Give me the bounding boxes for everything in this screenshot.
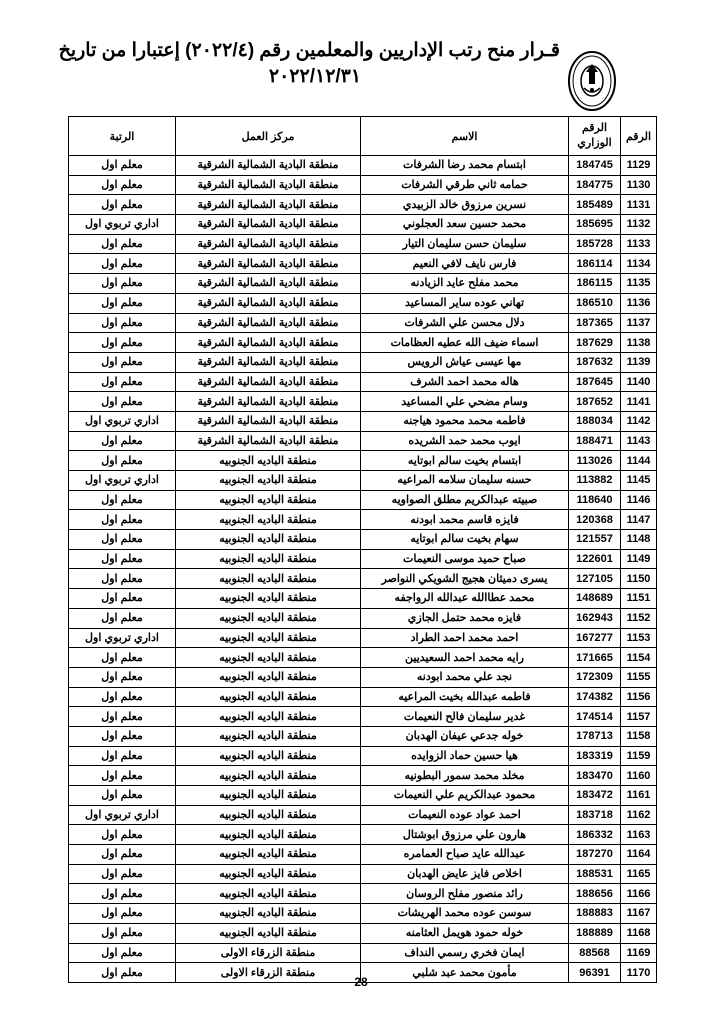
cell-name: محمد عطاالله عبدالله الرواجفه [361, 589, 569, 609]
cell-serial-number: 1142 [621, 411, 657, 431]
cell-serial-number: 1161 [621, 786, 657, 806]
cell-serial-number: 1129 [621, 156, 657, 176]
cell-ministry-number: 174514 [569, 707, 621, 727]
cell-name: سوسن عوده محمد الهريشات [361, 904, 569, 924]
cell-ministry-number: 185489 [569, 195, 621, 215]
cell-ministry-number: 185695 [569, 215, 621, 235]
table-row [69, 648, 657, 668]
table-row [69, 451, 657, 471]
cell-rank: معلم اول [69, 510, 176, 530]
cell-serial-number: 1147 [621, 510, 657, 530]
cell-rank: معلم اول [69, 687, 176, 707]
cell-rank: اداري تربوي اول [69, 471, 176, 491]
cell-serial-number: 1158 [621, 726, 657, 746]
page-number: 28 [354, 975, 368, 989]
cell-ministry-number: 184745 [569, 156, 621, 176]
cell-work-center: منطقة البادية الشمالية الشرقية [176, 175, 361, 195]
cell-work-center: منطقة الباديه الجنوبيه [176, 608, 361, 628]
cell-name: تهاني عوده ساير المساعيد [361, 293, 569, 313]
table-row [69, 884, 657, 904]
cell-name: اسماء ضيف الله عطيه العظامات [361, 333, 569, 353]
table-row [69, 510, 657, 530]
cell-serial-number: 1134 [621, 254, 657, 274]
cell-rank: معلم اول [69, 963, 176, 983]
cell-name: احمد محمد احمد الطراد [361, 628, 569, 648]
cell-rank: معلم اول [69, 569, 176, 589]
cell-name: مها عيسى عياش الرويس [361, 352, 569, 372]
table-row [69, 667, 657, 687]
title-line-1: قـرار منح رتب الإداريين والمعلمين رقم (٢٠٢٢/٤) إعتبارا من تاريخ [58, 40, 560, 61]
cell-work-center: منطقة الباديه الجنوبيه [176, 569, 361, 589]
cell-rank: معلم اول [69, 864, 176, 884]
table-row [69, 707, 657, 727]
table-row [69, 293, 657, 313]
cell-rank: معلم اول [69, 825, 176, 845]
cell-work-center: منطقة البادية الشمالية الشرقية [176, 293, 361, 313]
cell-rank: معلم اول [69, 549, 176, 569]
cell-name: نجد علي محمد ابودنه [361, 667, 569, 687]
cell-serial-number: 1167 [621, 904, 657, 924]
cell-serial-number: 1140 [621, 372, 657, 392]
table-row [69, 372, 657, 392]
cell-name: رائد منصور مفلح الروسان [361, 884, 569, 904]
cell-work-center: منطقة الباديه الجنوبيه [176, 864, 361, 884]
cell-name: ايمان فخري رسمي النداف [361, 943, 569, 963]
table-row [69, 431, 657, 451]
cell-serial-number: 1136 [621, 293, 657, 313]
cell-work-center: منطقة الباديه الجنوبيه [176, 923, 361, 943]
cell-work-center: منطقة الباديه الجنوبيه [176, 805, 361, 825]
cell-name: هيا حسين حماد الزوايده [361, 746, 569, 766]
cell-rank: معلم اول [69, 293, 176, 313]
cell-serial-number: 1164 [621, 845, 657, 865]
cell-serial-number: 1169 [621, 943, 657, 963]
cell-name: وسام مضحي علي المساعيد [361, 392, 569, 412]
cell-ministry-number: 188471 [569, 431, 621, 451]
cell-work-center: منطقة البادية الشمالية الشرقية [176, 195, 361, 215]
cell-serial-number: 1165 [621, 864, 657, 884]
cell-rank: معلم اول [69, 156, 176, 176]
cell-rank: معلم اول [69, 923, 176, 943]
cell-ministry-number: 172309 [569, 667, 621, 687]
cell-name: عبدالله عايد صباح العمامره [361, 845, 569, 865]
cell-ministry-number: 187652 [569, 392, 621, 412]
cell-work-center: منطقة الباديه الجنوبيه [176, 845, 361, 865]
cell-serial-number: 1163 [621, 825, 657, 845]
cell-rank: معلم اول [69, 648, 176, 668]
header-serial-number: الرقم [621, 117, 657, 156]
cell-ministry-number: 122601 [569, 549, 621, 569]
cell-serial-number: 1170 [621, 963, 657, 983]
cell-rank: معلم اول [69, 451, 176, 471]
header-rank: الرتبة [69, 117, 176, 156]
table-row [69, 471, 657, 491]
table-row [69, 411, 657, 431]
cell-serial-number: 1144 [621, 451, 657, 471]
table-row [69, 569, 657, 589]
cell-rank: معلم اول [69, 707, 176, 727]
cell-rank: معلم اول [69, 352, 176, 372]
table-row [69, 904, 657, 924]
cell-name: محمد حسين سعد العجلوني [361, 215, 569, 235]
cell-rank: معلم اول [69, 195, 176, 215]
cell-serial-number: 1155 [621, 667, 657, 687]
table-row [69, 392, 657, 412]
cell-name: صباح حميد موسى النعيمات [361, 549, 569, 569]
cell-name: فاطمه محمد محمود هياجنه [361, 411, 569, 431]
cell-rank: معلم اول [69, 333, 176, 353]
cell-rank: معلم اول [69, 274, 176, 294]
cell-serial-number: 1160 [621, 766, 657, 786]
cell-work-center: منطقة البادية الشمالية الشرقية [176, 156, 361, 176]
cell-name: حمامه ثاني طرقي الشرفات [361, 175, 569, 195]
table-row [69, 608, 657, 628]
header-name: الاسم [361, 117, 569, 156]
cell-rank: معلم اول [69, 431, 176, 451]
cell-work-center: منطقة الباديه الجنوبيه [176, 687, 361, 707]
cell-work-center: منطقة الباديه الجنوبيه [176, 726, 361, 746]
cell-serial-number: 1162 [621, 805, 657, 825]
cell-ministry-number: 96391 [569, 963, 621, 983]
cell-rank: معلم اول [69, 786, 176, 806]
cell-rank: معلم اول [69, 589, 176, 609]
cell-ministry-number: 118640 [569, 490, 621, 510]
cell-work-center: منطقة الباديه الجنوبيه [176, 471, 361, 491]
cell-serial-number: 1157 [621, 707, 657, 727]
cell-work-center: منطقة الباديه الجنوبيه [176, 825, 361, 845]
header-work-center: مركز العمل [176, 117, 361, 156]
cell-work-center: منطقة الباديه الجنوبيه [176, 648, 361, 668]
cell-rank: معلم اول [69, 372, 176, 392]
cell-name: ابتسام محمد رضا الشرفات [361, 156, 569, 176]
table-row [69, 352, 657, 372]
cell-serial-number: 1156 [621, 687, 657, 707]
cell-serial-number: 1133 [621, 234, 657, 254]
cell-ministry-number: 174382 [569, 687, 621, 707]
cell-ministry-number: 148689 [569, 589, 621, 609]
table-row [69, 589, 657, 609]
cell-name: غدير سليمان فالح النعيمات [361, 707, 569, 727]
cell-name: ابتسام بخيت سالم ابوتايه [361, 451, 569, 471]
cell-work-center: منطقة البادية الشمالية الشرقية [176, 234, 361, 254]
cell-work-center: منطقة الزرقاء الاولى [176, 943, 361, 963]
cell-work-center: منطقة الباديه الجنوبيه [176, 884, 361, 904]
cell-serial-number: 1138 [621, 333, 657, 353]
cell-serial-number: 1148 [621, 530, 657, 550]
cell-ministry-number: 167277 [569, 628, 621, 648]
table-row [69, 490, 657, 510]
cell-serial-number: 1135 [621, 274, 657, 294]
table-row [69, 825, 657, 845]
cell-work-center: منطقة الباديه الجنوبيه [176, 707, 361, 727]
cell-ministry-number: 88568 [569, 943, 621, 963]
cell-serial-number: 1152 [621, 608, 657, 628]
cell-ministry-number: 113882 [569, 471, 621, 491]
cell-ministry-number: 186115 [569, 274, 621, 294]
cell-rank: معلم اول [69, 608, 176, 628]
cell-name: خوله حمود هويمل العثامنه [361, 923, 569, 943]
cell-ministry-number: 178713 [569, 726, 621, 746]
ministry-seal-icon [567, 50, 617, 112]
table-row [69, 234, 657, 254]
table-row [69, 530, 657, 550]
cell-rank: معلم اول [69, 904, 176, 924]
cell-ministry-number: 120368 [569, 510, 621, 530]
cell-work-center: منطقة الباديه الجنوبيه [176, 451, 361, 471]
cell-ministry-number: 162943 [569, 608, 621, 628]
table-row [69, 943, 657, 963]
cell-serial-number: 1137 [621, 313, 657, 333]
cell-ministry-number: 188034 [569, 411, 621, 431]
cell-ministry-number: 187632 [569, 352, 621, 372]
cell-ministry-number: 183472 [569, 786, 621, 806]
cell-rank: معلم اول [69, 175, 176, 195]
cell-serial-number: 1168 [621, 923, 657, 943]
cell-name: مأمون محمد عبد شلبي [361, 963, 569, 983]
table-row [69, 175, 657, 195]
cell-rank: اداري تربوي اول [69, 805, 176, 825]
cell-ministry-number: 183718 [569, 805, 621, 825]
table-row [69, 156, 657, 176]
cell-rank: معلم اول [69, 234, 176, 254]
cell-rank: اداري تربوي اول [69, 628, 176, 648]
cell-ministry-number: 121557 [569, 530, 621, 550]
cell-work-center: منطقة الباديه الجنوبيه [176, 530, 361, 550]
table-row [69, 215, 657, 235]
cell-ministry-number: 188656 [569, 884, 621, 904]
cell-work-center: منطقة البادية الشمالية الشرقية [176, 313, 361, 333]
cell-name: صبيته عبدالكريم مطلق الصواويه [361, 490, 569, 510]
cell-ministry-number: 127105 [569, 569, 621, 589]
cell-rank: معلم اول [69, 530, 176, 550]
cell-ministry-number: 188531 [569, 864, 621, 884]
cell-work-center: منطقة البادية الشمالية الشرقية [176, 254, 361, 274]
cell-work-center: منطقة الزرقاء الاولى [176, 963, 361, 983]
cell-serial-number: 1153 [621, 628, 657, 648]
cell-name: حسنه سليمان سلامه المراعيه [361, 471, 569, 491]
table-header-row [69, 117, 657, 156]
cell-rank: اداري تربوي اول [69, 411, 176, 431]
cell-work-center: منطقة البادية الشمالية الشرقية [176, 372, 361, 392]
cell-name: دلال محسن علي الشرفات [361, 313, 569, 333]
cell-rank: معلم اول [69, 254, 176, 274]
cell-name: خوله جدعي عيفان الهدبان [361, 726, 569, 746]
cell-name: يسرى دميثان هجيج الشويكي النواصر [361, 569, 569, 589]
cell-work-center: منطقة الباديه الجنوبيه [176, 766, 361, 786]
cell-name: هاله محمد احمد الشرف [361, 372, 569, 392]
cell-ministry-number: 171665 [569, 648, 621, 668]
cell-serial-number: 1166 [621, 884, 657, 904]
cell-serial-number: 1146 [621, 490, 657, 510]
cell-rank: اداري تربوي اول [69, 215, 176, 235]
cell-work-center: منطقة الباديه الجنوبيه [176, 667, 361, 687]
table-row [69, 864, 657, 884]
table-row [69, 687, 657, 707]
cell-name: فارس نايف لافي النعيم [361, 254, 569, 274]
cell-work-center: منطقة الباديه الجنوبيه [176, 589, 361, 609]
cell-serial-number: 1145 [621, 471, 657, 491]
table-row [69, 333, 657, 353]
cell-work-center: منطقة البادية الشمالية الشرقية [176, 333, 361, 353]
cell-ministry-number: 185728 [569, 234, 621, 254]
cell-name: محمد مفلح عايد الزيادنه [361, 274, 569, 294]
cell-work-center: منطقة البادية الشمالية الشرقية [176, 392, 361, 412]
cell-ministry-number: 183319 [569, 746, 621, 766]
cell-work-center: منطقة الباديه الجنوبيه [176, 549, 361, 569]
cell-ministry-number: 187645 [569, 372, 621, 392]
cell-work-center: منطقة البادية الشمالية الشرقية [176, 215, 361, 235]
cell-work-center: منطقة الباديه الجنوبيه [176, 746, 361, 766]
table-row [69, 313, 657, 333]
cell-serial-number: 1154 [621, 648, 657, 668]
cell-work-center: منطقة الباديه الجنوبيه [176, 510, 361, 530]
table-row [69, 195, 657, 215]
cell-rank: معلم اول [69, 490, 176, 510]
cell-serial-number: 1141 [621, 392, 657, 412]
cell-serial-number: 1159 [621, 746, 657, 766]
table-row [69, 628, 657, 648]
teachers-rank-table [68, 116, 657, 983]
cell-name: اخلاص فايز عايض الهدبان [361, 864, 569, 884]
cell-name: ايوب محمد حمد الشريده [361, 431, 569, 451]
cell-work-center: منطقة البادية الشمالية الشرقية [176, 274, 361, 294]
title-line-2: ٢٠٢٢/١٢/٣١ [268, 66, 362, 87]
cell-work-center: منطقة الباديه الجنوبيه [176, 490, 361, 510]
cell-name: محمود عبدالكريم علي النعيمات [361, 786, 569, 806]
cell-work-center: منطقة الباديه الجنوبيه [176, 628, 361, 648]
cell-ministry-number: 186332 [569, 825, 621, 845]
cell-ministry-number: 183470 [569, 766, 621, 786]
table-row [69, 726, 657, 746]
cell-ministry-number: 187629 [569, 333, 621, 353]
cell-work-center: منطقة البادية الشمالية الشرقية [176, 431, 361, 451]
document-title [58, 38, 560, 90]
cell-serial-number: 1139 [621, 352, 657, 372]
cell-serial-number: 1130 [621, 175, 657, 195]
cell-ministry-number: 187365 [569, 313, 621, 333]
cell-serial-number: 1132 [621, 215, 657, 235]
cell-serial-number: 1149 [621, 549, 657, 569]
table-row [69, 274, 657, 294]
cell-rank: معلم اول [69, 313, 176, 333]
cell-work-center: منطقة الباديه الجنوبيه [176, 904, 361, 924]
table-row [69, 805, 657, 825]
cell-ministry-number: 113026 [569, 451, 621, 471]
table-row [69, 746, 657, 766]
cell-serial-number: 1150 [621, 569, 657, 589]
table-row [69, 254, 657, 274]
cell-name: هارون علي مرزوق ابوشتال [361, 825, 569, 845]
cell-name: فايزه محمد حتمل الجازي [361, 608, 569, 628]
table-row [69, 549, 657, 569]
cell-rank: معلم اول [69, 943, 176, 963]
cell-name: مخلد محمد سمور البطونيه [361, 766, 569, 786]
cell-rank: معلم اول [69, 746, 176, 766]
cell-rank: معلم اول [69, 884, 176, 904]
cell-name: احمد عواد عوده النعيمات [361, 805, 569, 825]
cell-serial-number: 1131 [621, 195, 657, 215]
table-row [69, 923, 657, 943]
cell-serial-number: 1151 [621, 589, 657, 609]
cell-serial-number: 1143 [621, 431, 657, 451]
cell-work-center: منطقة البادية الشمالية الشرقية [176, 411, 361, 431]
cell-name: سليمان حسن سليمان التيار [361, 234, 569, 254]
cell-rank: معلم اول [69, 766, 176, 786]
cell-name: فاطمه عبدالله بخيت المراعيه [361, 687, 569, 707]
cell-name: رايه محمد احمد السعيديين [361, 648, 569, 668]
table-row [69, 766, 657, 786]
cell-work-center: منطقة الباديه الجنوبيه [176, 786, 361, 806]
table-row [69, 786, 657, 806]
cell-rank: معلم اول [69, 845, 176, 865]
cell-work-center: منطقة البادية الشمالية الشرقية [176, 352, 361, 372]
cell-name: سهام بخيت سالم ابوتايه [361, 530, 569, 550]
cell-rank: معلم اول [69, 667, 176, 687]
table-body [69, 156, 657, 983]
cell-name: فايزه قاسم محمد ابودنه [361, 510, 569, 530]
cell-rank: معلم اول [69, 392, 176, 412]
cell-ministry-number: 186114 [569, 254, 621, 274]
cell-ministry-number: 188883 [569, 904, 621, 924]
cell-ministry-number: 186510 [569, 293, 621, 313]
table-row [69, 845, 657, 865]
header-ministry-number: الرقم الوزاري [569, 117, 621, 156]
cell-ministry-number: 184775 [569, 175, 621, 195]
cell-name: نسرين مرزوق خالد الزبيدي [361, 195, 569, 215]
cell-ministry-number: 188889 [569, 923, 621, 943]
cell-rank: معلم اول [69, 726, 176, 746]
cell-ministry-number: 187270 [569, 845, 621, 865]
